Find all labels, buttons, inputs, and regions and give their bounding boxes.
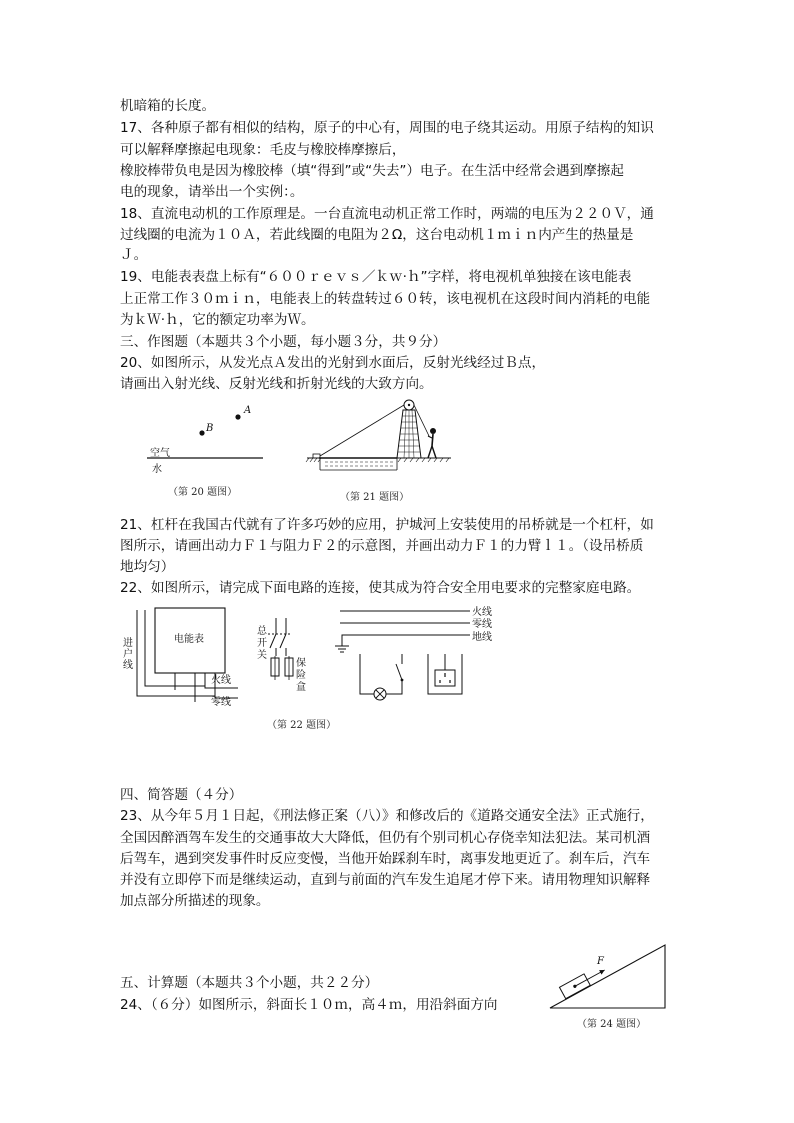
question-19-line-3: 为ｋＷ·ｈ，它的额定功率为Ｗ。 — [120, 312, 315, 328]
question-19-line-1: 19、电能表表盘上标有“６００ｒｅｖｓ／ｋｗ·ｈ”字样，将电视机单独接在该电能表 — [120, 269, 632, 285]
label-switch-char-1: 总 — [257, 626, 267, 637]
section-heading-short-answer: 四、简答题（４分） — [120, 787, 243, 803]
label-fuse-char-1: 保 — [296, 658, 306, 669]
question-18-line-2: 过线圈的电流为１０Ａ，若此线圈的电阻为２Ω，这台电动机１ｍｉｎ内产生的热量是 — [120, 227, 634, 243]
text-line: 机暗箱的长度。 — [120, 98, 216, 114]
question-18-line-1: 18、直流电动机的工作原理是。一台直流电动机正常工作时，两端的电压为２２０Ｖ，通 — [120, 206, 654, 222]
label-fuse-char-3: 盒 — [296, 682, 306, 693]
figure-20-caption: （第 20 题图） — [168, 487, 238, 498]
label-live-left: 火线 — [211, 675, 231, 686]
question-21-line-2: 图所示，请画出动力Ｆ１与阻力Ｆ２的示意图，并画出动力Ｆ１的力臂ｌ１。（设吊桥质 — [120, 538, 644, 554]
question-23-line-2: 全国因醉酒驾车发生的交通事故大大降低，但仍有个别司机心存侥幸知法犯法。某司机酒 — [120, 830, 651, 846]
question-17-line-1: 17、各种原子都有相似的结构，原子的中心有，周围的电子绕其运动。用原子结构的知识 — [120, 120, 654, 136]
label-entry-char-2: 户 — [123, 649, 133, 660]
question-21-line-1: 21、杠杆在我国古代就有了许多巧妙的应用，护城河上安装使用的吊桥就是一个杠杆，如 — [120, 517, 654, 533]
figure-21-caption: （第 21 题图） — [340, 492, 410, 503]
label-neutral-left: 零线 — [211, 697, 231, 708]
label-live: 火线 — [472, 607, 492, 618]
figure-24-caption: （第 24 题图） — [577, 1019, 647, 1030]
label-ground: 地线 — [472, 632, 492, 643]
label-switch-char-2: 开 — [257, 638, 267, 649]
question-23-line-3: 后驾车，遇到突发事件时反应变慢，当他开始踩刹车时，离事发地更近了。刹车后，汽车 — [120, 851, 651, 867]
question-17-line-2: 可以解释摩擦起电现象：毛皮与橡胶棒摩擦后， — [120, 142, 406, 158]
figure-22-caption: （第 22 题图） — [267, 720, 337, 731]
question-20-line-2: 请画出入射光线、反射光线和折射光线的大致方向。 — [120, 376, 433, 392]
socket-symbol — [435, 670, 455, 686]
label-fuse-char-2: 险 — [296, 670, 306, 681]
label-meter: 电能表 — [174, 634, 204, 645]
figure-24-diagram — [545, 940, 670, 1012]
question-19-line-2: 上正常工作３０ｍｉｎ，电能表上的转盘转过６０转，该电视机在这段时间内消耗的电能 — [120, 291, 651, 307]
label-entry-char-1: 进 — [123, 638, 133, 649]
label-force-f: F — [597, 956, 604, 967]
question-21-line-3: 地均匀） — [120, 559, 175, 575]
label-entry-char-3: 线 — [123, 660, 133, 671]
question-18-line-3: Ｊ。 — [120, 247, 148, 263]
section-heading-drawing: 三、作图题（本题共３个小题，每小题３分，共９分） — [120, 334, 447, 350]
question-23-line-5: 加点部分所描述的现象。 — [120, 893, 270, 909]
figure-21-diagram — [305, 396, 455, 478]
figure-20-diagram — [145, 400, 270, 470]
question-17-line-4: 电的现象，请举出一个实例：。 — [120, 184, 304, 200]
switch-symbol — [396, 664, 402, 680]
label-point-b: B — [206, 423, 214, 434]
point-a-dot — [235, 414, 240, 419]
question-24-line-1: 24、（６分）如图所示，斜面长１０ｍ，高４ｍ，用沿斜面方向 — [120, 997, 498, 1013]
label-water: 水 — [152, 464, 162, 475]
figure-22-diagram — [120, 598, 500, 718]
label-switch-char-3: 关 — [257, 650, 267, 661]
section-heading-calculation: 五、计算题（本题共３个小题，共２２分） — [120, 975, 379, 991]
label-neutral: 零线 — [472, 619, 492, 630]
question-22-line-1: 22、如图所示，请完成下面电路的连接，使其成为符合安全用电要求的完整家庭电路。 — [120, 580, 641, 596]
question-23-line-1: 23、从今年５月１日起，《刑法修正案（八）》和修改后的《道路交通安全法》正式施行， — [120, 808, 654, 824]
question-17-line-3: 橡胶棒带负电是因为橡胶棒（填“得到”或“失去”）电子。在生活中经常会遇到摩擦起 — [120, 163, 624, 179]
question-20-line-1: 20、如图所示，从发光点Ａ发出的光射到水面后，反射光线经过Ｂ点， — [120, 355, 546, 371]
ground-wire — [342, 635, 470, 646]
label-point-a: A — [244, 405, 252, 416]
point-b-dot — [199, 430, 204, 435]
label-air: 空气 — [150, 448, 170, 459]
question-23-line-4: 并没有立即停下而是继续运动，直到与前面的汽车发生追尾才停下来。请用物理知识解释 — [120, 872, 651, 888]
